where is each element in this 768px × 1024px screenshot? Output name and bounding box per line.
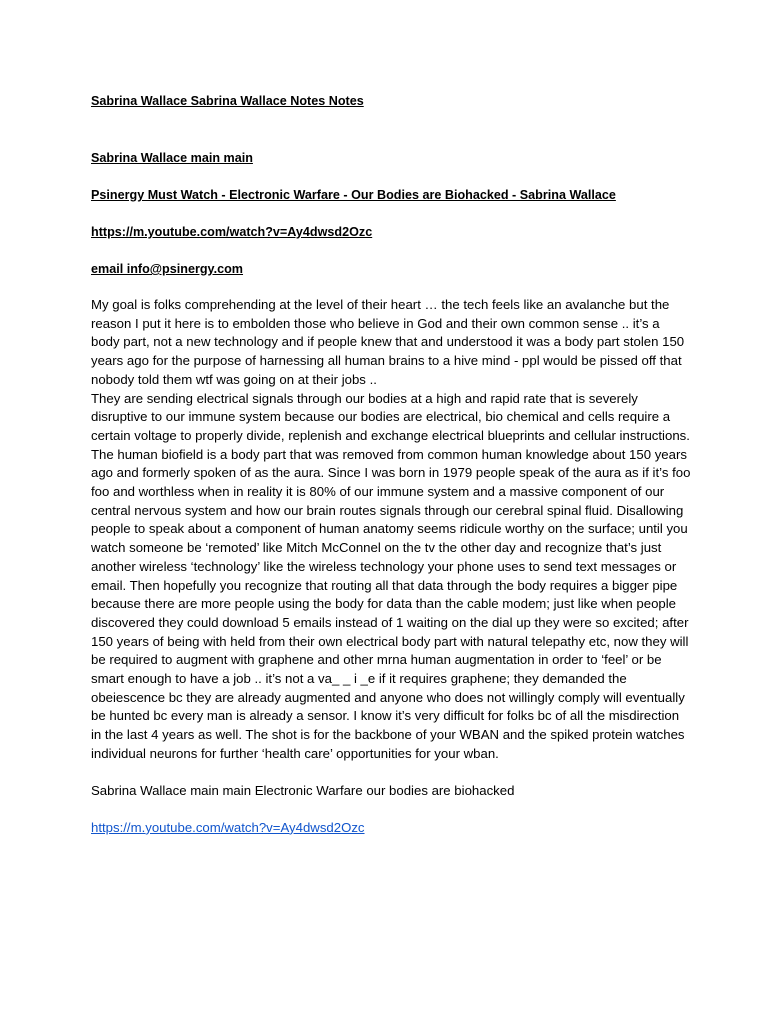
heading-video-url: https://m.youtube.com/watch?v=Ay4dwsd2Ozc (91, 225, 373, 239)
heading-video-title: Psinergy Must Watch - Electronic Warfare - Our Bodies are Biohacked - Sabrina Wallace (91, 188, 616, 202)
youtube-link[interactable]: https://m.youtube.com/watch?v=Ay4dwsd2Ozc (91, 819, 365, 835)
heading-main: Sabrina Wallace main main (91, 151, 253, 165)
body-paragraphs (91, 296, 691, 764)
paragraph-goal: My goal is folks comprehending at the level of their heart … the tech feels like an avalanche but the reason I put it here is to embolden those who believe in God and their own common sense .. it’s a body part, not a new technology and if people knew that and understood it was a body part stolen 150 years ago for the purpose of harnessing all human brains to a hive mind - ppl would be pissed off that nobody told them wtf was going on at their jobs .. (91, 297, 685, 387)
document-title: Sabrina Wallace Sabrina Wallace Notes Notes (91, 94, 364, 108)
document-page (91, 92, 691, 837)
paragraph-signals: They are sending electrical signals through our bodies at a high and rapid rate that is severely disruptive to our immune system because our bodies are electrical, bio chemical and cells require a certain voltage to properly divide, replenish and exchange electrical blueprints and cellular instructions. The human biofield is a body part that was removed from common human knowledge about 150 years ago and formerly spoken of as the aura. Since I was born in 1979 people speak of the aura as if it’s foo foo and worthless when in reality it is 80% of our immune system and a massive component of our central nervous system and how our brain routes signals through our cerebral spinal fluid. Disallowing people to speak about a component of human anatomy seems ridicule worthy on the surface; until you watch someone be ‘remoted’ like Mitch McConnel on the tv the other day and recognize that’s just another wireless ‘technology’ like the wireless technology your phone uses to send text messages or email. Then hopefully you recognize that routing all that data through the body requires a bigger pipe because there are more people using the body for data than the cable modem; just like when people discovered they could download 5 emails instead of 1 waiting on the dial up they were so excited; after 150 years of being with held from their own electrical body part with natural telepathy etc, now they will be required to augment with graphene and other mrna human augmentation in order to ‘feel’ or be smart enough to have a job .. it’s not a va_ _ i _e if it requires graphene; they demanded the obeiescence bc they are already augmented and anyone who does not willingly comply will eventually be hunted bc every man is already a sensor. I know it’s very difficult for folks bc of all the misdirection in the last 4 years as well. The shot is for the backbone of your WBAN and the spiked protein watches individual neurons for further ‘health care’ opportunities for your wban. (91, 390, 691, 761)
paragraph-summary: Sabrina Wallace main main Electronic Warfare our bodies are biohacked (91, 783, 515, 799)
heading-email: email info@psinergy.com (91, 262, 244, 276)
